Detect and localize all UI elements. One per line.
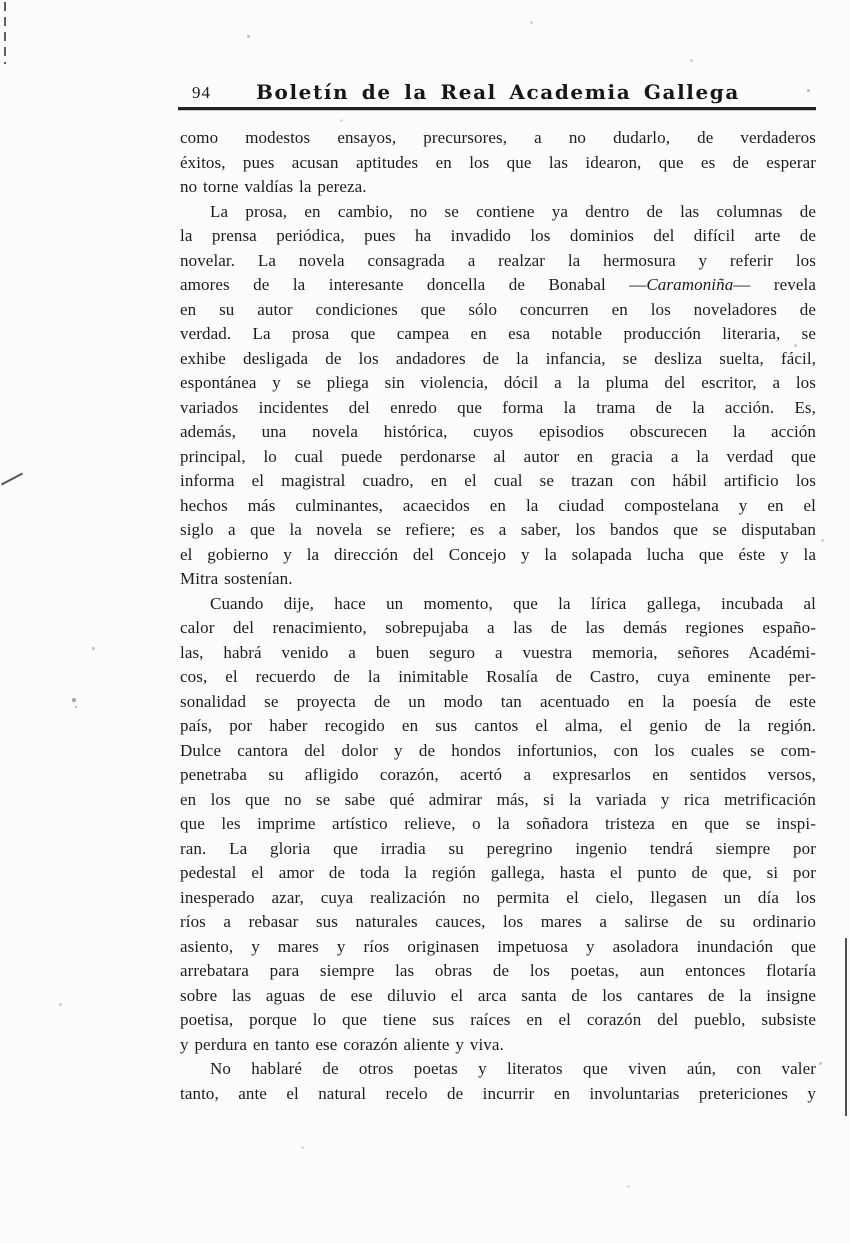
text-line: variados incidentes del enredo que forma la trama de la acción. Es,: [180, 397, 816, 417]
scan-artifact-specks: [0, 0, 1, 1]
paragraph: [180, 592, 816, 1058]
text-line: hechos más culminantes, acaecidos en la ciudad compostelana y en el: [180, 495, 816, 515]
scan-artifact-right-edge: [845, 938, 847, 1116]
text-line: la prensa periódica, pues ha invadido los dominios del difícil arte de: [180, 226, 816, 245]
text-line: éxitos, pues acusan aptitudes en los que las idearon, que es de esperar: [180, 152, 816, 172]
header-title: Boletín de la Real Academia Gallega: [256, 80, 740, 104]
text-line: calor del renacimiento, sobrepujaba a las de las demás regiones españo-: [180, 618, 816, 637]
text-line: sonalidad se proyecta de un modo tan acentuado en la poesía de este: [180, 691, 816, 711]
text-line: que les imprime artístico relieve, o la soñadora tristeza en que se inspi-: [180, 814, 816, 833]
text-line: amores de la interesante doncella de Bonabal —Caramoniña— revela: [180, 275, 816, 294]
text-line: penetraba su afligido corazón, acertó a expresarlos en sentidos versos,: [180, 765, 816, 784]
text-line: principal, lo cual puede perdonarse al autor en gracia a la verdad que: [180, 446, 816, 466]
text-line: cos, el recuerdo de la inimitable Rosalía de Castro, cuya eminente per-: [180, 667, 816, 686]
text-line: ríos a rebasar sus naturales cauces, los mares a salirse de su ordinario: [180, 912, 816, 931]
text-line: en su autor condiciones que sólo concurren en los noveladores de: [180, 299, 816, 319]
page-body: [180, 126, 816, 1106]
text-line: además, una novela histórica, cuyos episodios obscurecen la acción: [180, 422, 816, 441]
text-line: tanto, ante el natural recelo de incurrir en involuntarias pretericiones y: [180, 1083, 816, 1103]
text-line: y perdura en tanto ese corazón aliente y viva.: [180, 1034, 504, 1054]
page-header: [180, 80, 816, 104]
paragraph: [180, 200, 816, 592]
text-line: Dulce cantora del dolor y de hondos infortunios, con los cuales se com-: [180, 740, 816, 760]
text-line: sobre las aguas de ese diluvio el arca santa de los cantares de la insigne: [180, 985, 816, 1005]
text-line: inesperado azar, cuya realización no permita el cielo, llegasen un día los: [180, 887, 816, 907]
scan-artifact-margin-slash: [1, 472, 23, 485]
scan-artifact-left-edge: [4, 2, 6, 64]
text-line: el gobierno y la dirección del Concejo y la solapada lucha que éste y la: [180, 544, 816, 564]
page-number: 94: [192, 83, 211, 102]
text-line: Cuando dije, hace un momento, que la lírica gallega, incubada al: [210, 593, 816, 613]
text-line: en los que no se sabe qué admirar más, si la variada y rica metrificación: [180, 789, 816, 809]
text-line: país, por haber recogido en sus cantos el alma, el genio de la región.: [180, 716, 816, 735]
text-line: No hablaré de otros poetas y literatos que viven aún, con valer: [210, 1059, 816, 1078]
header-rule: [178, 107, 816, 110]
paragraph: [180, 126, 816, 200]
text-line: pedestal el amor de toda la región gallega, hasta el punto de que, si por: [180, 863, 816, 882]
text-line: las, habrá venido a buen seguro a vuestra memoria, señores Académi-: [180, 642, 816, 662]
text-line: espontánea y se pliega sin violencia, dócil a la pluma del escritor, a los: [180, 373, 816, 392]
text-line: como modestos ensayos, precursores, a no dudarlo, de verdaderos: [180, 128, 816, 147]
text-line: informa el magistral cuadro, en el cual se trazan con hábil artificio los: [180, 471, 816, 490]
text-line: exhibe desligada de los andadores de la infancia, se desliza suelta, fácil,: [180, 348, 816, 368]
text-line: asiento, y mares y ríos originasen impetuosa y asoladora inundación que: [180, 936, 816, 956]
text-line: poetisa, porque lo que tiene sus raíces en el corazón del pueblo, subsiste: [180, 1010, 816, 1029]
text-line: Mitra sostenían.: [180, 569, 293, 588]
text-line: no torne valdías la pereza.: [180, 177, 367, 196]
paragraph: [180, 1057, 816, 1106]
text-line: verdad. La prosa que campea en esa notable producción literaria, se: [180, 324, 816, 343]
scan-artifact-smudge: [72, 698, 76, 702]
text-line: arrebatara para siempre las obras de los poetas, aun entonces flotaría: [180, 961, 816, 980]
text-line: La prosa, en cambio, no se contiene ya dentro de las columnas de: [210, 201, 816, 221]
text-line: siglo a que la novela se refiere; es a saber, los bandos que se disputaban: [180, 520, 816, 539]
text-line: ran. La gloria que irradia su peregrino ingenio tendrá siempre por: [180, 838, 816, 858]
text-line: novelar. La novela consagrada a realzar la hermosura y referir los: [180, 250, 816, 270]
